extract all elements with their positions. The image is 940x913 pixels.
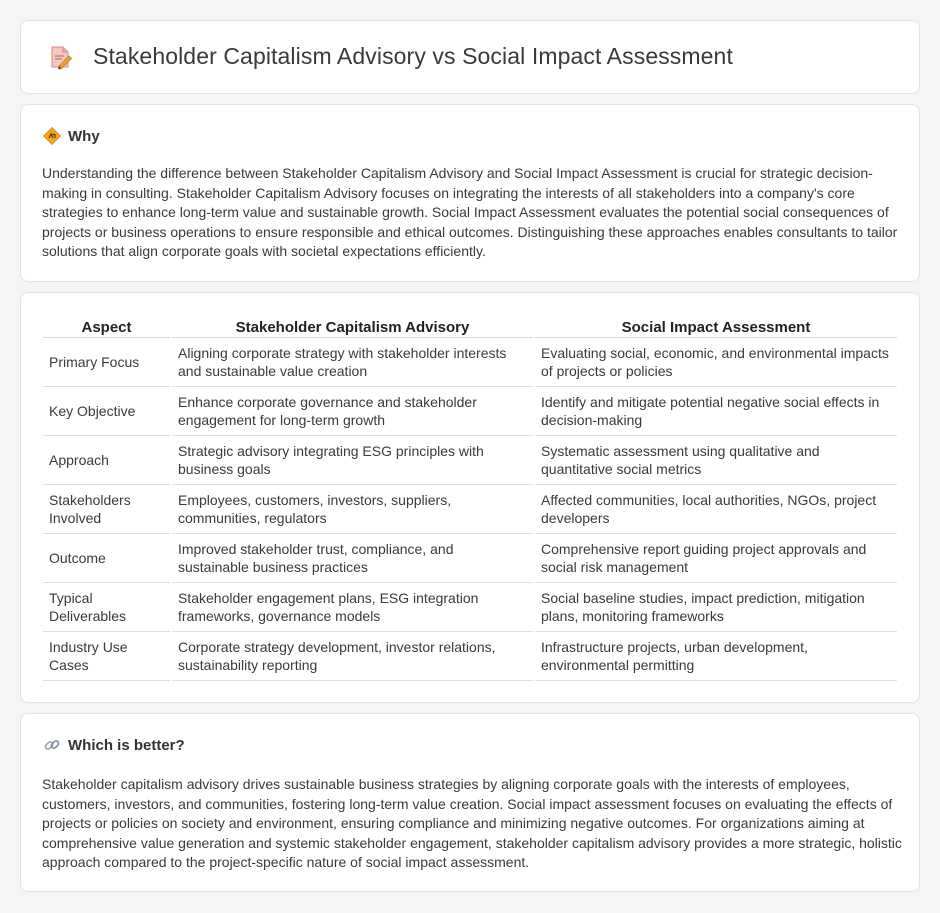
social-impact-cell: Systematic assessment using qualitative and quantitative social metrics [535, 436, 897, 485]
stakeholder-capitalism-cell: Strategic advisory integrating ESG principles with business goals [172, 436, 533, 485]
table-row [43, 632, 897, 681]
aspect-cell: Approach [43, 436, 170, 485]
social-impact-cell: Evaluating social, economic, and environmental impacts of projects or policies [535, 338, 897, 387]
why-section [20, 104, 920, 282]
table-row [43, 583, 897, 632]
link-icon [43, 736, 61, 754]
aspect-cell: Primary Focus [43, 338, 170, 387]
comparison-table [41, 314, 899, 681]
why-text: Understanding the difference between Stakeholder Capitalism Advisory and Social Impact Assessment is crucial for strategic decision-making in consulting. Stakeholder Capitalism Advisory focuses on integrating the interests of all stakeholders into a company's core strategies to enhance long-term value and sustainable growth. Social Impact Assessment evaluates the potential social consequences of projects or business operations to ensure responsible and ethical outcomes. Distinguishing these approaches enables consultants to tailor solutions that align corporate goals with societal expectations efficiently. [42, 165, 898, 260]
social-impact-cell: Infrastructure projects, urban development, environmental permitting [535, 632, 897, 681]
aspect-cell: Key Objective [43, 387, 170, 436]
stakeholder-capitalism-cell: Stakeholder engagement plans, ESG integration frameworks, governance models [172, 583, 533, 632]
road-sign-icon [43, 127, 61, 145]
social-impact-cell: Comprehensive report guiding project approvals and social risk management [535, 534, 897, 583]
aspect-cell: Industry Use Cases [43, 632, 170, 681]
social-impact-cell: Affected communities, local authorities, NGOs, project developers [535, 485, 897, 534]
document-pencil-icon [47, 44, 73, 70]
title-card [20, 20, 920, 94]
table-row [43, 485, 897, 534]
which-is-better-heading: Which is better? [68, 736, 185, 754]
social-impact-cell: Social baseline studies, impact prediction, mitigation plans, monitoring frameworks [535, 583, 897, 632]
stakeholder-capitalism-cell: Enhance corporate governance and stakeholder engagement for long-term growth [172, 387, 533, 436]
which-is-better-text: Stakeholder capitalism advisory drives sustainable business strategies by aligning corporate goals with the interests of employees, customers, investors, and communities, fostering long-term value creation. Social impact assessment focuses on evaluating the effects of projects or policies on society and environment, ensuring compliance and minimizing negative outcomes. For organizations aiming at comprehensive value generation and systemic stakeholder engagement, stakeholder capitalism advisory provides a more strategic, holistic approach compared to the project-specific nature of social impact assessment. [42, 776, 902, 871]
which-is-better-section [20, 713, 920, 892]
stakeholder-capitalism-cell: Employees, customers, investors, suppliers, communities, regulators [172, 485, 533, 534]
stakeholder-capitalism-cell: Corporate strategy development, investor relations, sustainability reporting [172, 632, 533, 681]
aspect-cell: Outcome [43, 534, 170, 583]
page-title: Stakeholder Capitalism Advisory vs Social Impact Assessment [93, 43, 733, 69]
table-row [43, 338, 897, 387]
column-header: Social Impact Assessment [535, 314, 897, 338]
column-header: Aspect [43, 314, 170, 338]
table-row [43, 534, 897, 583]
comparison-card [20, 292, 920, 703]
aspect-cell: Typical Deliverables [43, 583, 170, 632]
table-header-row [43, 314, 897, 338]
why-heading: Why [68, 127, 100, 145]
social-impact-cell: Identify and mitigate potential negative social effects in decision-making [535, 387, 897, 436]
aspect-cell: Stakeholders Involved [43, 485, 170, 534]
table-row [43, 436, 897, 485]
stakeholder-capitalism-cell: Aligning corporate strategy with stakeholder interests and sustainable value creation [172, 338, 533, 387]
stakeholder-capitalism-cell: Improved stakeholder trust, compliance, and sustainable business practices [172, 534, 533, 583]
column-header: Stakeholder Capitalism Advisory [172, 314, 533, 338]
table-row [43, 387, 897, 436]
